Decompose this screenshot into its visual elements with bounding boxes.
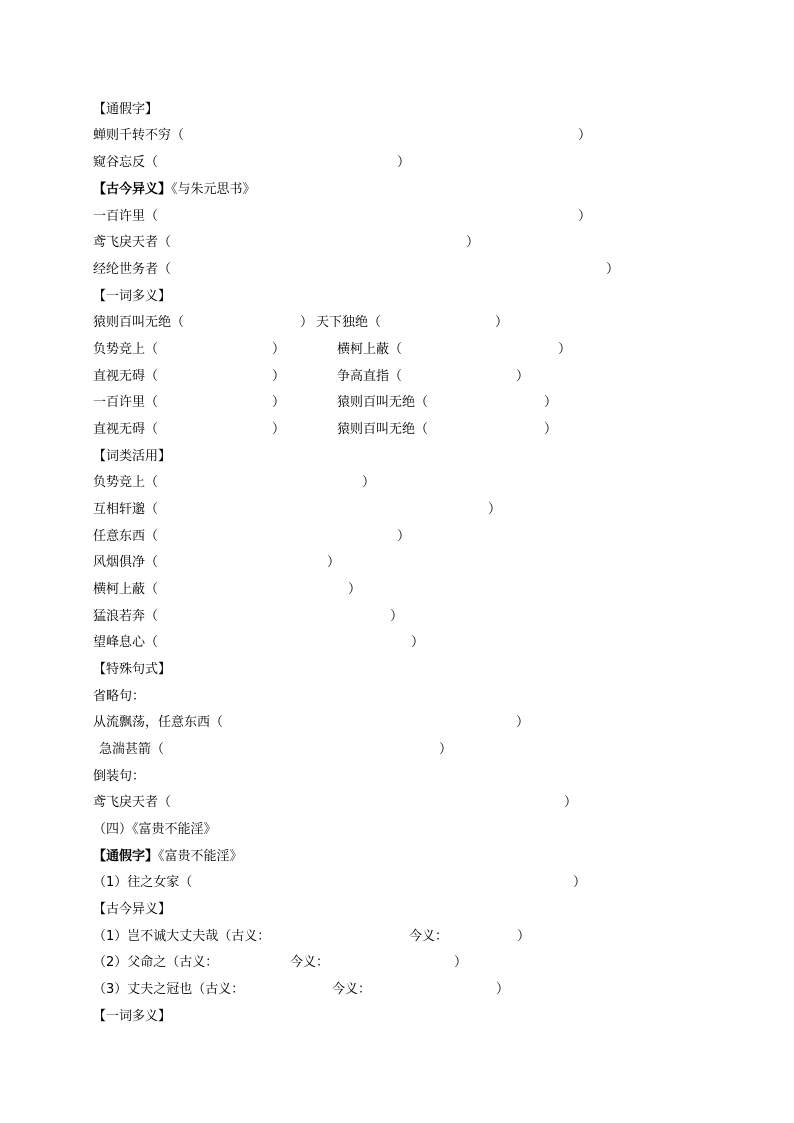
closing-paren: ） [348,582,362,597]
closing-paren: ） [397,155,411,170]
question-text: 任意东西（ [93,529,159,544]
question-text: 蝉则千转不穷（ [93,128,185,143]
question-text: （1）往之女家（ [93,875,193,890]
section-heading-gujin-2: 【古今异义】 [93,902,172,917]
section-heading-teshu: 【特殊句式】 [93,662,172,677]
section-heading-yici-2: 【一词多义】 [93,1009,172,1024]
question-text: 争高直指（ [337,369,403,384]
question-text: 负势竞上（ [93,342,159,357]
question-text: 从流飘荡，任意东西（ [93,715,224,730]
question-line [93,235,171,251]
closing-paren: ） [516,715,530,730]
closing-paren: ） [488,502,502,517]
question-line [93,128,184,144]
closing-paren: ） [272,422,286,437]
section-heading-cilei: 【词类活用】 [93,449,172,464]
section-heading-text: 【古今异义】 [93,182,172,197]
question-text: 天下独绝（ [316,315,382,330]
question-text: 猿则百叫无绝（ [337,395,429,410]
closing-paren: ） [544,395,558,410]
subheading-shenglue: 省略句： [93,689,146,704]
question-line [93,262,171,278]
question-text: 负势竞上（ [93,475,159,490]
question-text: 鸢飞戾天者（ [93,795,172,810]
question-text: 横柯上蔽（ [93,582,159,597]
section-heading-tongjiazi-2 [93,849,243,865]
question-text: （2）父命之（古义： [93,955,219,970]
part-heading: （四）《富贵不能淫》 [93,822,217,837]
question-text: 鸢飞戾天者（ [93,235,172,250]
closing-paren: ） [272,395,286,410]
modern-meaning-label: 今义： [290,955,330,970]
section-heading-gujin [93,182,256,198]
subheading-daozhuang: 倒装句： [93,769,146,784]
closing-paren: ） [517,929,531,944]
closing-paren: ） [544,422,558,437]
question-text: 猛浪若奔（ [93,609,159,624]
question-text: 互相轩邈（ [93,502,159,517]
closing-paren: ） [495,315,509,330]
question-text: 望峰息心（ [93,635,159,650]
closing-paren: ） [564,795,578,810]
closing-paren: ） [390,609,404,624]
question-text: 窥谷忘反（ [93,155,159,170]
question-text: 风烟俱净（ [93,555,159,570]
question-text: 直视无碍（ [93,369,159,384]
section-heading-text: 【通假字】 [93,849,159,864]
section-heading-yici: 【一词多义】 [93,289,172,304]
question-line [93,209,158,225]
question-text: 猿则百叫无绝（ [337,422,429,437]
closing-paren: ） [411,635,425,650]
closing-paren: ） [327,555,341,570]
closing-paren: ） [578,209,592,224]
modern-meaning-label: 今义： [409,929,449,944]
question-text: （3）丈夫之冠也（古义： [93,982,245,997]
modern-meaning-label: 今义： [332,982,372,997]
question-text: 急湍甚箭（ [99,742,165,757]
question-line [93,155,158,171]
question-text: 一百许里（ [93,209,159,224]
closing-paren: ） [573,875,587,890]
closing-paren: ） [496,982,510,997]
closing-paren: ） [439,742,453,757]
closing-paren: ） [362,475,376,490]
closing-paren: ） [558,342,572,357]
question-text: 一百许里（ [93,395,159,410]
closing-paren: ） [606,262,620,277]
closing-paren: ） [454,955,468,970]
question-text: 经纶世务者（ [93,262,172,277]
closing-paren: ） [466,235,480,250]
closing-paren: ） [516,369,530,384]
closing-paren: ） [397,529,411,544]
closing-paren: ） [272,369,286,384]
closing-paren: ） [300,315,314,330]
section-heading-tongjiazi: 【通假字】 [93,102,159,117]
question-text: 直视无碍（ [93,422,159,437]
question-text: （1）岂不诚大丈夫哉（古义： [93,929,271,944]
source-title: 《富贵不能淫》 [158,849,243,864]
source-title: 《与朱元思书》 [171,182,256,197]
question-text: 横柯上蔽（ [337,342,403,357]
closing-paren: ） [578,128,592,143]
closing-paren: ） [272,342,286,357]
question-text: 猿则百叫无绝（ [93,315,185,330]
